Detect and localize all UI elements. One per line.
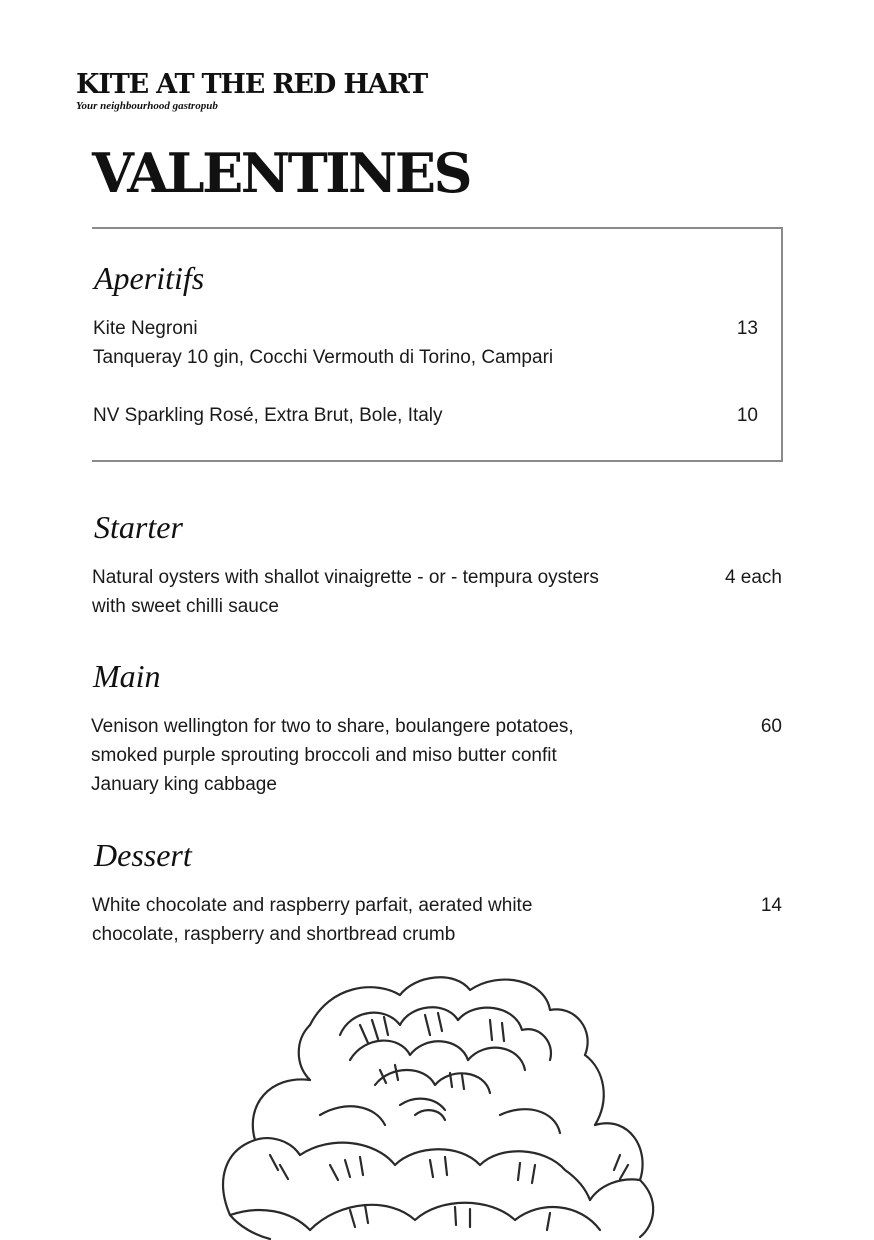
menu-item-price: 10 (736, 405, 758, 426)
menu-item-price: 13 (736, 318, 758, 339)
menu-item-line: chocolate, raspberry and shortbread crumb (92, 924, 456, 945)
menu-item-line: smoked purple sprouting broccoli and miso butter confit (91, 745, 557, 766)
rose-illustration-icon (200, 965, 660, 1240)
restaurant-name: KITE AT THE RED HART (76, 69, 428, 100)
menu-item-line: White chocolate and raspberry parfait, aerated white (92, 895, 533, 916)
page-title: VALENTINES (92, 141, 471, 205)
menu-item-price: 60 (760, 716, 782, 737)
section-heading-main: Main (93, 658, 161, 694)
menu-item-name: NV Sparkling Rosé, Extra Brut, Bole, Italy (93, 405, 443, 426)
section-heading-starter: Starter (94, 509, 183, 545)
menu-item-line: Natural oysters with shallot vinaigrette - or - tempura oysters (92, 567, 599, 588)
menu-item-price: 14 (760, 895, 782, 916)
menu-item-name: Kite Negroni (93, 318, 198, 339)
menu-item-line: Venison wellington for two to share, boulangere potatoes, (91, 716, 574, 737)
restaurant-tagline: Your neighbourhood gastropub (76, 100, 218, 112)
menu-item-description: Tanqueray 10 gin, Cocchi Vermouth di Torino, Campari (93, 347, 554, 368)
menu-item-line: January king cabbage (91, 774, 277, 795)
menu-item-line: with sweet chilli sauce (92, 596, 279, 617)
menu-item-price: 4 each (724, 567, 782, 588)
section-heading-dessert: Dessert (94, 837, 192, 873)
section-heading-aperitifs: Aperitifs (94, 260, 205, 296)
